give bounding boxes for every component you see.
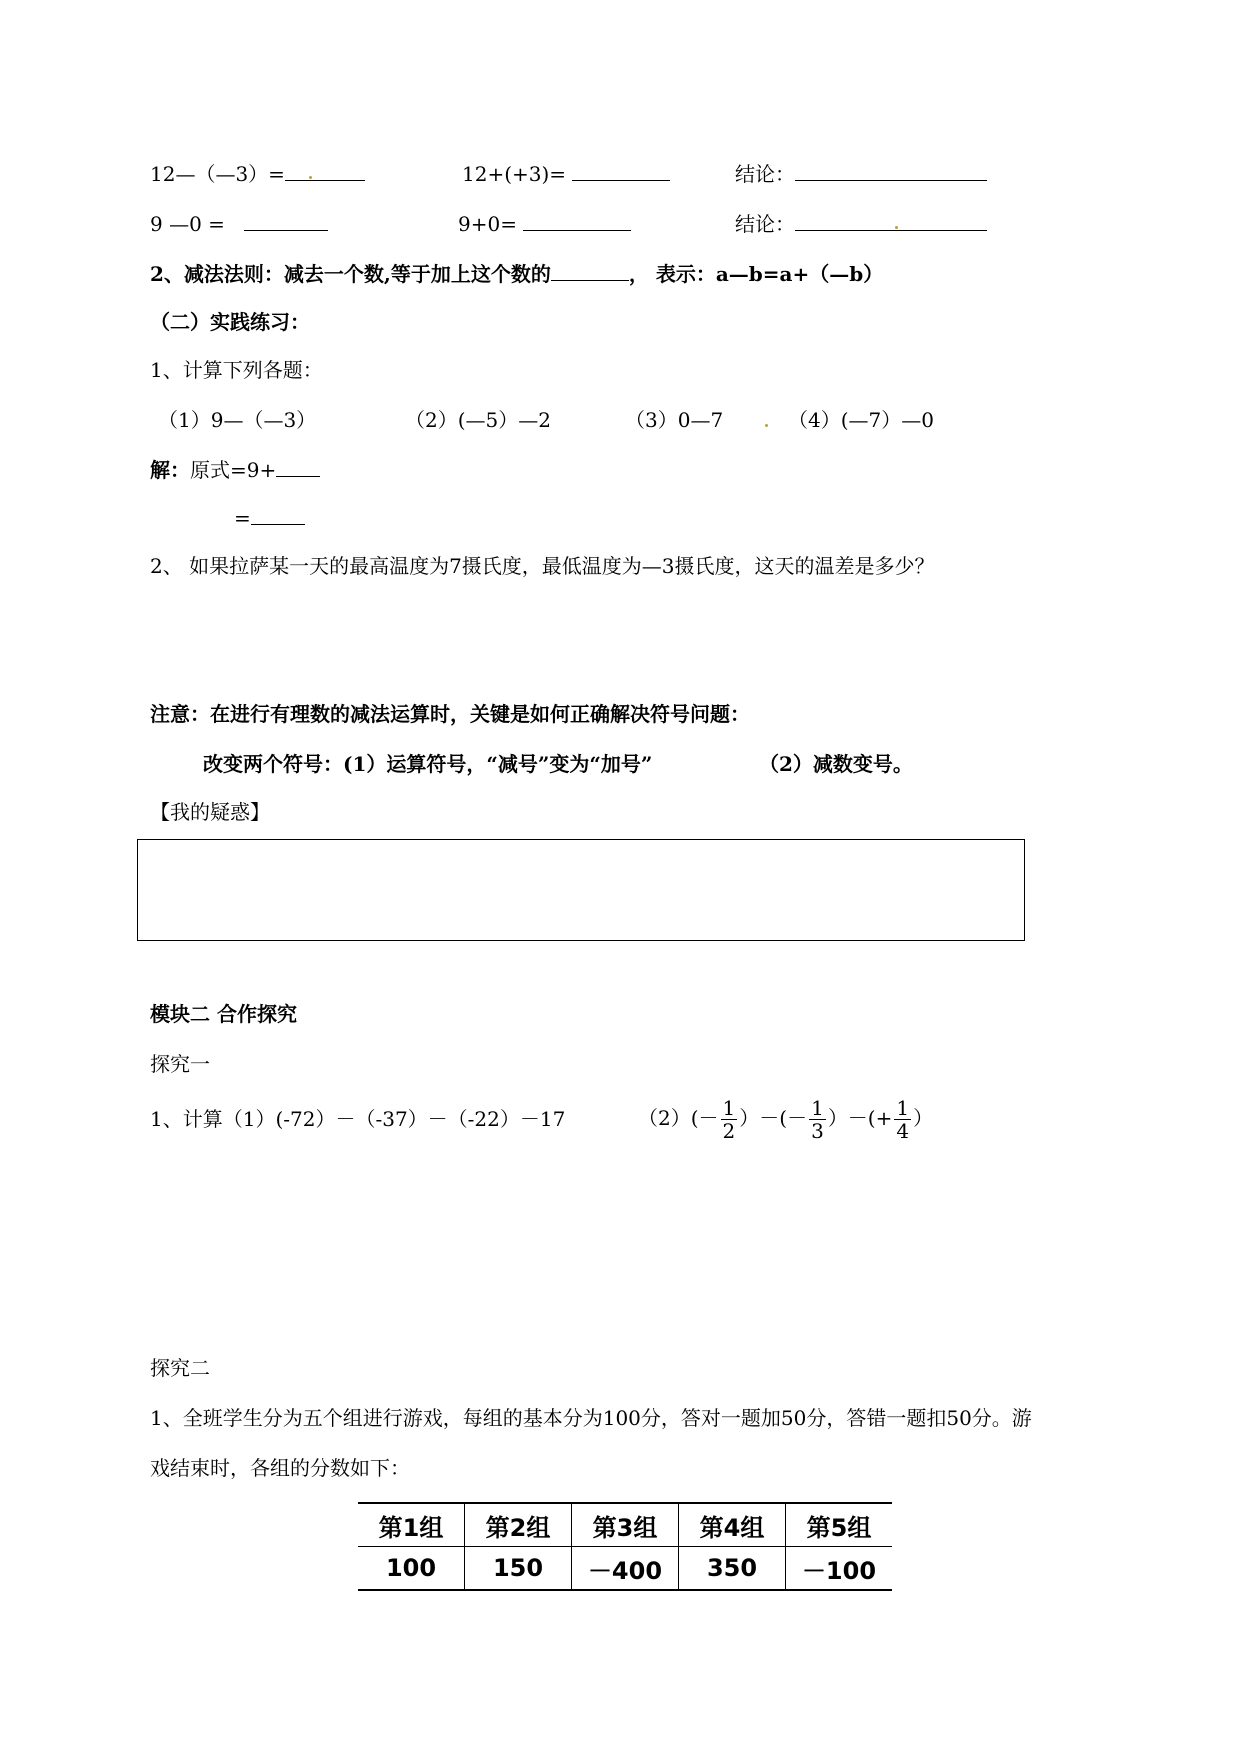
expression-text: 9+0= [458, 212, 517, 236]
table-header-cell: 第3组 [572, 1503, 679, 1547]
scores-table [358, 1502, 892, 1591]
table-cell: 350 [679, 1547, 786, 1591]
table-header-cell: 第2组 [465, 1503, 572, 1547]
note-line-2a: 改变两个符号：(1）运算符号，“减号”变为“加号” [203, 752, 653, 776]
calc-1: 1、计算（1）(-72）－（-37）－（-22）－17 [150, 1107, 566, 1131]
conclusion-blank[interactable] [795, 160, 987, 181]
solution-line-1 [150, 456, 320, 484]
solution-equals: = [234, 506, 251, 530]
intro-row1-b [462, 160, 670, 188]
doubt-box[interactable] [137, 839, 1025, 941]
table-header-cell: 第4组 [679, 1503, 786, 1547]
numerator: 1 [896, 1096, 910, 1120]
explore-2-heading: 探究二 [150, 1356, 210, 1380]
answer-blank[interactable] [572, 160, 670, 181]
rule-expression: ， 表示：a—b=a+（—b） [628, 262, 884, 286]
table-cell: －400 [572, 1547, 679, 1591]
intro-row2-c [735, 210, 987, 238]
conclusion-blank[interactable] [795, 210, 987, 231]
doubt-label: 【我的疑惑】 [150, 800, 270, 824]
practice-heading: （二）实践练习： [150, 310, 310, 334]
q1-item-4: （4）(—7）—0 [788, 408, 934, 432]
question-1-prompt: 1、计算下列各题： [150, 358, 323, 382]
rule-text: 2、减法法则：减去一个数,等于加上这个数的 [150, 262, 551, 286]
rule-blank[interactable] [551, 260, 629, 281]
stray-dot [765, 424, 768, 427]
solution-label: 解： [150, 458, 190, 482]
table-header-cell: 第5组 [786, 1503, 893, 1547]
conclusion-label: 结论： [735, 212, 795, 236]
solution-line-2 [234, 504, 305, 532]
note-line-2b: （2）减数变号。 [759, 752, 913, 776]
solution-blank[interactable] [276, 456, 320, 477]
game-description-1: 1、全班学生分为五个组进行游戏，每组的基本分为100分，答对一题加50分，答错一题扣50分。游 [150, 1406, 1032, 1430]
fraction-1-4 [894, 1097, 911, 1142]
table-cell: 100 [358, 1547, 465, 1591]
table-header-cell: 第1组 [358, 1503, 465, 1547]
calc-2 [638, 1088, 933, 1148]
table-cell: －100 [786, 1547, 893, 1591]
table-row [358, 1547, 892, 1591]
calc2-prefix: （2）(－ [638, 1106, 719, 1130]
table-cell: 150 [465, 1547, 572, 1591]
note-line-1: 注意：在进行有理数的减法运算时，关键是如何正确解决符号问题： [150, 702, 750, 726]
table-header-row [358, 1503, 892, 1547]
solution-blank[interactable] [251, 504, 305, 525]
intro-row2-a [150, 210, 328, 238]
game-description-2: 戏结束时，各组的分数如下： [150, 1456, 410, 1480]
calc2-operator: ）－(+ [827, 1106, 893, 1130]
solution-text: 原式=9+ [190, 458, 277, 482]
conclusion-label: 结论： [735, 162, 795, 186]
q1-item-2: （2）(—5）—2 [405, 408, 551, 432]
subtraction-rule [150, 260, 883, 288]
denominator: 4 [896, 1119, 910, 1143]
expression-text: 9 —0 = [150, 212, 225, 236]
numerator: 1 [811, 1096, 824, 1120]
numerator: 1 [722, 1096, 736, 1120]
calc2-end: ） [913, 1106, 934, 1130]
expression-text: 12+(+3)= [462, 162, 567, 186]
calc2-operator: ）－(－ [739, 1106, 808, 1130]
expression-text: 12—（—3）= [150, 162, 285, 186]
module2-title: 模块二 合作探究 [150, 1002, 297, 1026]
question-2: 2、 如果拉萨某一天的最高温度为7摄氏度，最低温度为—3摄氏度，这天的温差是多少？ [150, 554, 935, 578]
intro-row1-c [735, 160, 987, 188]
answer-blank[interactable] [523, 210, 631, 231]
fraction-1-3 [809, 1097, 826, 1142]
q1-item-3: （3）0—7 [625, 408, 724, 432]
q1-item-1: （1）9—（—3） [158, 408, 317, 432]
fraction-1-2 [721, 1097, 738, 1142]
denominator: 3 [811, 1119, 824, 1143]
answer-blank[interactable] [285, 160, 365, 181]
intro-row1-a [150, 160, 365, 188]
denominator: 2 [722, 1119, 736, 1143]
answer-blank[interactable] [244, 210, 328, 231]
intro-row2-b [458, 210, 631, 238]
explore-1-heading: 探究一 [150, 1052, 210, 1076]
